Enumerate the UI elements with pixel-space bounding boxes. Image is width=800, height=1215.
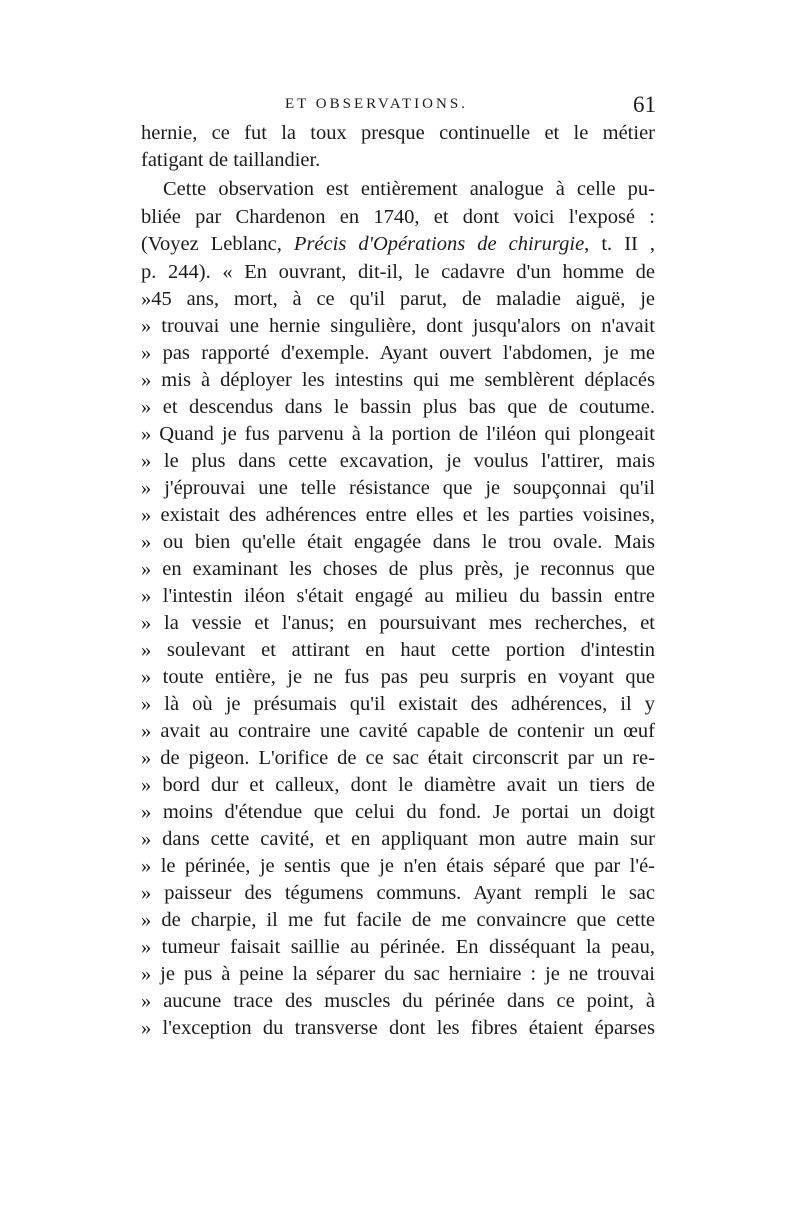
text-line: » tumeur faisait saillie au périnée. En disséquant la peau, <box>141 936 655 958</box>
text-line: » et descendus dans le bassin plus bas que de coutume. <box>141 396 655 418</box>
text-line: » j'éprouvai une telle résistance que je soupçonnai qu'il <box>141 477 655 499</box>
text-line: » existait des adhérences entre elles et les parties voisines, <box>141 504 655 526</box>
text-line: » aucune trace des muscles du périnée dans ce point, à <box>141 990 655 1012</box>
text-line: Cette observation est entièrement analogue à celle pu- <box>163 178 655 200</box>
text-line: » l'exception du transverse dont les fibres étaient éparses <box>141 1017 655 1039</box>
text-line: » pas rapporté d'exemple. Ayant ouvert l'abdomen, je me <box>141 342 655 364</box>
text-line: » bord dur et calleux, dont le diamètre avait un tiers de <box>141 774 655 796</box>
text-line: » le plus dans cette excavation, je voulus l'attirer, mais <box>141 450 655 472</box>
text-line: » soulevant et attirant en haut cette portion d'intestin <box>141 639 655 661</box>
text-line: » mis à déployer les intestins qui me semblèrent déplacés <box>141 369 655 391</box>
text-line: » paisseur des tégumens communs. Ayant rempli le sac <box>141 882 655 904</box>
text-line: p. 244). « En ouvrant, dit-il, le cadavre d'un homme de <box>141 261 655 283</box>
text-line: » avait au contraire une cavité capable de contenir un œuf <box>141 720 655 742</box>
text-line: » dans cette cavité, et en appliquant mon autre main sur <box>141 828 655 850</box>
text-line: bliée par Chardenon en 1740, et dont voici l'exposé : <box>141 206 655 228</box>
text-line: hernie, ce fut la toux presque continuelle et le métier <box>141 122 655 144</box>
text-segment: (Voyez Leblanc, <box>141 233 282 255</box>
text-line: » moins d'étendue que celui du fond. Je portai un doigt <box>141 801 655 823</box>
text-line: » trouvai une hernie singulière, dont jusqu'alors on n'avait <box>141 315 655 337</box>
text-line: » l'intestin iléon s'était engagé au milieu du bassin entre <box>141 585 655 607</box>
text-line: fatigant de taillandier. <box>141 149 321 171</box>
text-line: » en examinant les choses de plus près, je reconnus que <box>141 558 655 580</box>
book-title: Précis d'Opérations de chirurgie <box>293 233 585 255</box>
text-segment: , t. II , <box>584 233 656 255</box>
text-line: » le périnée, je sentis que je n'en étais séparé que par l'é- <box>141 855 655 877</box>
text-line: » ou bien qu'elle était engagée dans le trou ovale. Mais <box>141 531 655 553</box>
text-line: » je pus à peine la séparer du sac herniaire : je ne trouvai <box>141 963 655 985</box>
text-line: » de charpie, il me fut facile de me convaincre que cette <box>141 909 655 931</box>
page-number: 61 <box>633 92 656 117</box>
running-head <box>140 92 660 120</box>
running-head-title: ET OBSERVATIONS. <box>285 96 468 112</box>
text-line: » là où je présumais qu'il existait des adhérences, il y <box>141 693 655 715</box>
text-line-with-title <box>141 231 655 258</box>
text-line: » toute entière, je ne fus pas peu surpris en voyant que <box>141 666 655 688</box>
text-line: »45 ans, mort, à ce qu'il parut, de maladie aiguë, je <box>141 288 655 310</box>
text-line: » de pigeon. L'orifice de ce sac était circonscrit par un re- <box>141 747 655 769</box>
text-line: » la vessie et l'anus; en poursuivant mes recherches, et <box>141 612 655 634</box>
body-text <box>141 120 656 1039</box>
text-line: » Quand je fus parvenu à la portion de l'iléon qui plongeait <box>141 423 655 445</box>
